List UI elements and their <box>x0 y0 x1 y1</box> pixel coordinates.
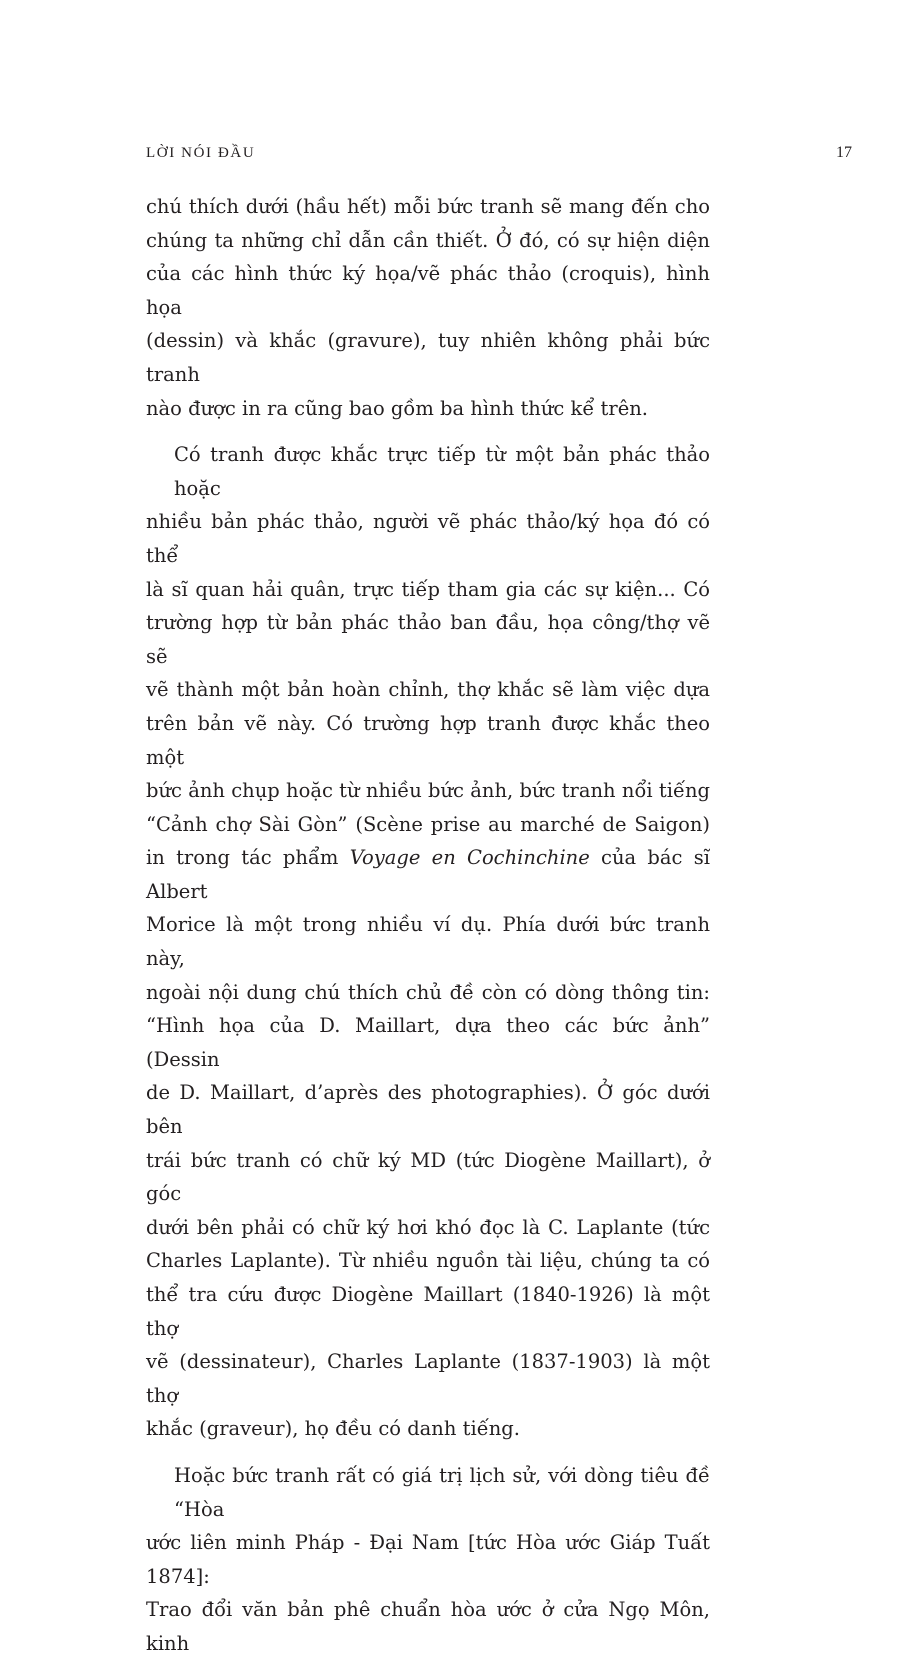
text-line: “Cảnh chợ Sài Gòn” (Scène prise au marché de Saigon) <box>146 812 710 836</box>
text-line: vẽ thành một bản hoàn chỉnh, thợ khắc sẽ làm việc dựa <box>146 678 710 702</box>
text-line: Hoặc bức tranh rất có giá trị lịch sử, với dòng tiêu đề “Hòa <box>174 1463 710 1521</box>
body-text <box>146 190 710 1661</box>
text-line: ước liên minh Pháp - Đại Nam [tức Hòa ước Giáp Tuất 1874]: <box>146 1531 710 1588</box>
text-line: vẽ (dessinateur), Charles Laplante (1837-1903) là một thợ <box>146 1350 710 1407</box>
text-line: ngoài nội dung chú thích chủ đề còn có dòng thông tin: <box>146 980 710 1004</box>
text-segment: in trong tác phẩm <box>146 846 350 870</box>
text-line: chú thích dưới (hầu hết) mỗi bức tranh sẽ mang đến cho <box>146 195 710 218</box>
text-line: khắc (graveur), họ đều có danh tiếng. <box>146 1417 520 1441</box>
book-title: Voyage en Cochinchine <box>349 846 590 870</box>
text-line: của các hình thức ký họa/vẽ phác thảo (croquis), hình họa <box>146 262 710 319</box>
text-segment: của bác sĩ Albert <box>146 846 710 903</box>
text-line: thể tra cứu được Diogène Maillart (1840-1926) là một thợ <box>146 1283 710 1340</box>
paragraph-3 <box>146 1459 710 1661</box>
text-line: nào được in ra cũng bao gồm ba hình thức kể trên. <box>146 396 648 420</box>
running-head <box>146 141 852 165</box>
text-line: trái bức tranh có chữ ký MD (tức Diogène Maillart), ở góc <box>146 1148 710 1206</box>
text-line: “Hình họa của D. Maillart, dựa theo các bức ảnh” (Dessin <box>146 1014 710 1071</box>
text-line <box>146 841 710 908</box>
text-line: Trao đổi văn bản phê chuẩn hòa ước ở cửa Ngọ Môn, kinh <box>146 1598 710 1655</box>
text-line: chúng ta những chỉ dẫn cần thiết. Ở đó, có sự hiện diện <box>146 228 710 252</box>
running-title: LỜI NÓI ĐẦU <box>146 145 256 161</box>
text-line: nhiều bản phác thảo, người vẽ phác thảo/ký họa đó có thể <box>146 510 710 567</box>
text-line: trường hợp từ bản phác thảo ban đầu, họa công/thợ vẽ sẽ <box>146 611 710 668</box>
text-line: trên bản vẽ này. Có trường hợp tranh được khắc theo một <box>146 711 710 769</box>
paragraph-2 <box>146 438 710 1446</box>
text-line: de D. Maillart, d’après des photographies). Ở góc dưới bên <box>146 1081 710 1139</box>
page-number: 17 <box>836 144 852 161</box>
text-line: (dessin) và khắc (gravure), tuy nhiên không phải bức tranh <box>146 329 710 386</box>
text-line: là sĩ quan hải quân, trực tiếp tham gia các sự kiện... Có <box>146 577 710 601</box>
text-line: Charles Laplante). Từ nhiều nguồn tài liệu, chúng ta có <box>146 1249 710 1273</box>
paragraph-1 <box>146 190 710 425</box>
text-line: bức ảnh chụp hoặc từ nhiều bức ảnh, bức tranh nổi tiếng <box>146 779 710 803</box>
text-line: Morice là một trong nhiều ví dụ. Phía dưới bức tranh này, <box>146 913 710 971</box>
text-line: Có tranh được khắc trực tiếp từ một bản phác thảo hoặc <box>174 443 710 500</box>
text-line: dưới bên phải có chữ ký hơi khó đọc là C. Laplante (tức <box>146 1215 710 1239</box>
